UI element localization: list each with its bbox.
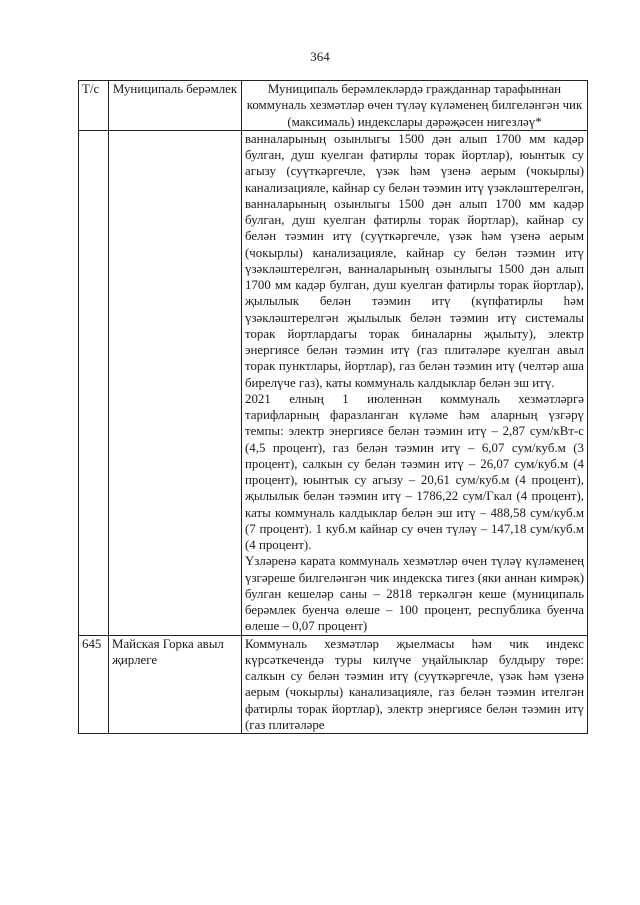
row-municipality: [109, 130, 242, 635]
paragraph-amenities: Коммуналь хезмәтләр җыелмасы һәм чик индекс күрсәткечендә туры килүче уңайлыклар булдыру төре: салкын су белән тәэмин итү (суүткәргечле, үзәк һәм үзенә аерым (чокырлы) канализацияле, газ белән тәэмин ителгән фатирлы торак йортлар), электр энергиясе белән тәэмин итү (газ плитәләре: [245, 636, 584, 732]
municipal-index-table: [78, 80, 588, 734]
header-number: Т/с: [79, 81, 109, 131]
row-number: [79, 130, 109, 635]
table-row: [79, 635, 588, 734]
table-header-row: [79, 81, 588, 131]
table-row: [79, 130, 588, 635]
page-number: 364: [310, 49, 330, 64]
header-justification: Муниципаль берәмлекләрдә гражданнар тарафыннан коммуналь хезмәтләр өчен түләү күләменең билгеләнгән чик (максималь) индекслары дәрәҗәсен нигезләү*: [242, 81, 588, 131]
row-justification: [242, 130, 588, 635]
row-justification: [242, 635, 588, 734]
row-number: 645: [79, 635, 109, 734]
paragraph-amenities: ванналарының озынлыгы 1500 дән алып 1700 мм кадәр булган, душ куелган фатирлы торак йортлар), юынтык су агызу (суүткәргечле, үзәк һәм үзенә аерым (чокырлы) канализацияле, кайнар су белән тәэмин итү үзәкләштерелгән, ванналарының озынлыгы 1500 дән алып 1700 мм кадәр булган, душ куелган фатирлы торак йортлар), кайнар су белән тәэмин итү (суүткәргечле, үзәк һәм үзенә аерым (чокырлы) канализацияле, кайнар су белән тәэмин итү үзәкләштерелгән, ванналарының озынлыгы 1500 дән алып 1700 мм кадәр булган, душ куелган фатирлы торак йортлар), җылылык белән тәэмин итү (күпфатирлы һәм үзәкләштерелгән җылылык белән тәэмин итү системалы торак йортлардагы торак биналарны җылыту), электр энергиясе белән тәэмин итү (газ плитәләре куелган авыл торак пунктлары, йортлар), газ белән тәэмин итү (челтәр аша бирелүче газ), каты коммуналь калдыклар белән эш итү.: [245, 131, 584, 390]
paragraph-population: Үзләренә карата коммуналь хезмәтләр өчен түләү күләменең үзгәреше билгеләнгән чик индекска тигез (яки аннан кимрәк) булган кешеләр саны – 2818 теркәлгән кеше (муниципаль берәмлек буенча өлеше – 100 процент, республика буенча өлеше – 0,07 процент): [245, 554, 584, 634]
header-municipality: Муниципаль берәмлек: [109, 81, 242, 131]
row-municipality: Майская Горка авыл җирлеге: [109, 635, 242, 734]
paragraph-tariffs: 2021 елның 1 июленнән коммуналь хезмәтләргә тарифларның фаразланган күләме һәм аларның үзгәрү темпы: электр энергиясе белән тәэмин итү – 2,87 сум/кВт-с (4,5 процент), газ белән тәэмин итү – 6,07 сум/куб.м (3 процент), салкын су белән тәэмин итү – 26,07 сум/куб.м (4 процент), юынтык су агызу – 20,61 сум/куб.м (4 процент), җылылык белән тәэмин итү – 1786,22 сум/Гкал (4 процент), каты коммуналь калдыклар белән эш итү – 488,58 сум/куб.м (7 процент). 1 куб.м кайнар су өчен түләү – 147,18 сум/куб.м (4 процент).: [245, 391, 584, 552]
